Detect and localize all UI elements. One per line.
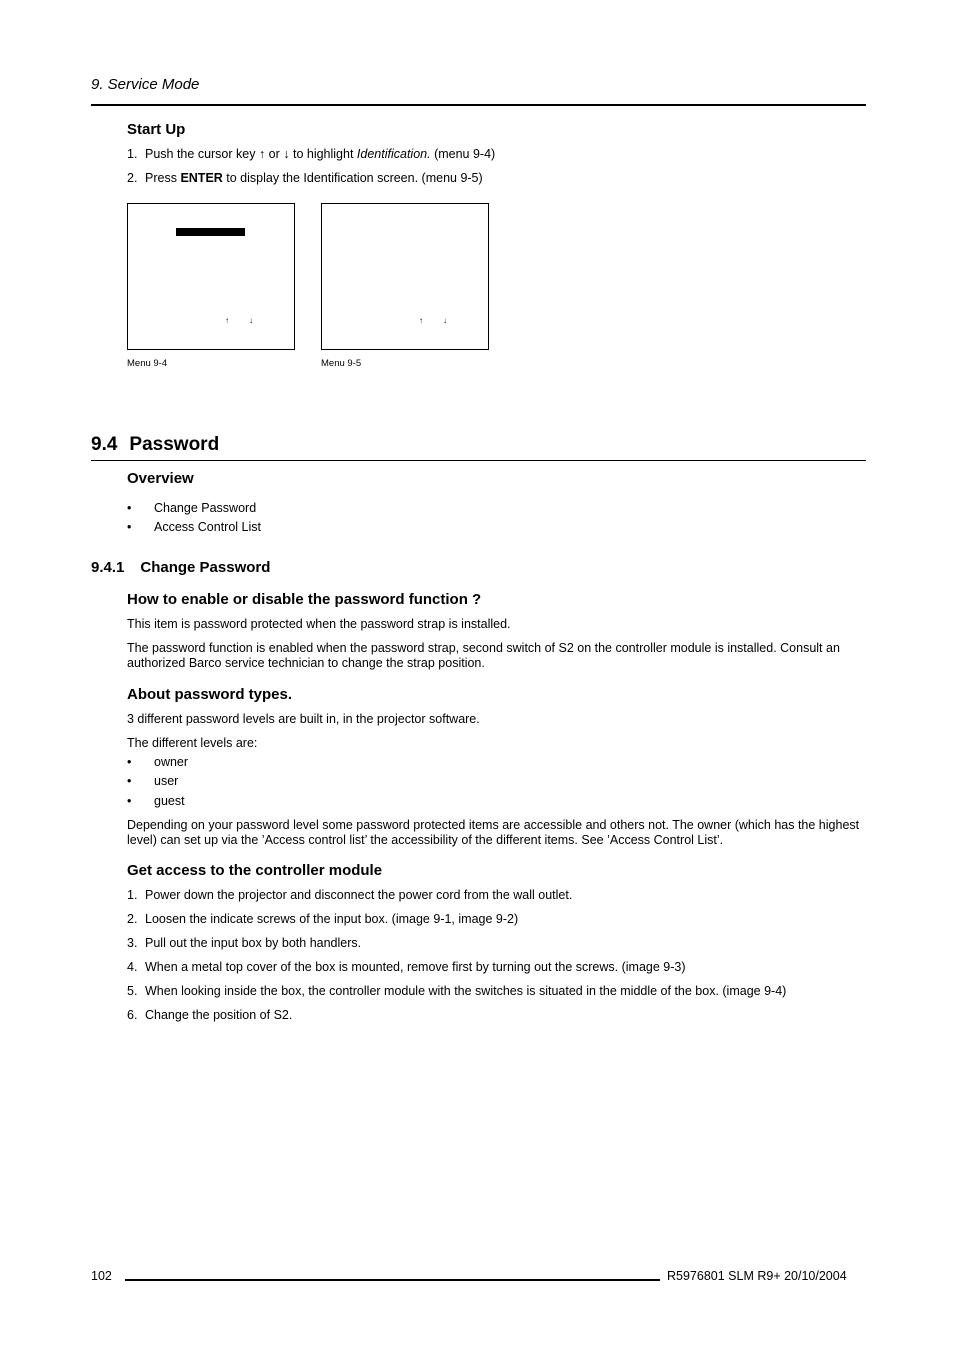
step-number: 2.	[127, 912, 138, 926]
step-text: Change the position of S2.	[145, 1008, 293, 1022]
access-step-4	[127, 960, 686, 975]
access-step-5	[127, 984, 786, 999]
access-step-6	[127, 1008, 292, 1023]
step-number: 3.	[127, 936, 138, 950]
bullet: •	[127, 794, 132, 808]
types-paragraph-2: The different levels are:	[127, 736, 258, 750]
start-up-heading: Start Up	[127, 121, 186, 138]
step-number: 1.	[127, 888, 138, 902]
menu-9-5-screen	[321, 203, 489, 350]
access-heading: Get access to the controller module	[127, 862, 383, 879]
bullet: •	[127, 755, 132, 769]
arrow-down-icon: ↓	[249, 316, 253, 325]
step-text: Push the cursor key ↑ or ↓ to highlight	[145, 147, 357, 161]
header-rule	[91, 104, 866, 106]
overview-heading: Overview	[127, 470, 194, 487]
enable-paragraph-2: The password function is enabled when the password strap, second switch of S2 on the controller module is installed. Consult an authorized Barco service technician to change the strap position.	[127, 641, 840, 670]
running-header: 9. Service Mode	[91, 76, 200, 93]
start-up-step-1	[127, 147, 495, 162]
arrow-down-icon: ↓	[443, 316, 447, 325]
bullet: •	[127, 501, 132, 515]
step-text-key: ENTER	[180, 171, 223, 185]
bullet: •	[127, 520, 132, 534]
list-item	[127, 755, 327, 770]
step-text-emphasis: Identification.	[356, 147, 431, 161]
enable-paragraph-1: This item is password protected when the password strap is installed.	[127, 617, 511, 631]
access-step-3	[127, 936, 361, 951]
page-number: 102	[91, 1269, 112, 1283]
list-item-text: owner	[154, 755, 189, 769]
menu-9-5-caption: Menu 9-5	[321, 358, 362, 369]
step-number: 5.	[127, 984, 138, 998]
list-item	[127, 794, 327, 809]
bullet: •	[127, 774, 132, 788]
subsection-title: Change Password	[140, 559, 271, 576]
start-up-step-2	[127, 171, 483, 186]
menu-9-4-caption: Menu 9-4	[127, 358, 168, 369]
list-item	[127, 501, 427, 516]
types-paragraph-3: Depending on your password level some password protected items are accessible and others not. The owner (which has the highest level) can set up via the ’Access control list’ the accessibility of the different items. See ’Access Control List’.	[127, 818, 860, 847]
step-text-ref: to display the Identification screen. (menu 9-5)	[222, 171, 483, 185]
step-text: Press	[145, 171, 181, 185]
list-item-text: Access Control List	[154, 520, 261, 534]
step-text: Pull out the input box by both handlers.	[145, 936, 362, 950]
enable-heading: How to enable or disable the password function ?	[127, 591, 482, 608]
step-number: 1.	[127, 147, 138, 161]
step-text: When a metal top cover of the box is mounted, remove first by turning out the screws. (image 9-3)	[145, 960, 686, 974]
document-reference: R5976801 SLM R9+ 20/10/2004	[667, 1269, 847, 1283]
types-heading: About password types.	[127, 686, 293, 703]
step-text: Power down the projector and disconnect the power cord from the wall outlet.	[145, 888, 573, 902]
step-number: 4.	[127, 960, 138, 974]
types-paragraph-1: 3 different password levels are built in, in the projector software.	[127, 712, 480, 726]
step-text: When looking inside the box, the controller module with the switches is situated in the middle of the box. (image 9-4)	[145, 984, 787, 998]
subsection-heading	[91, 559, 270, 576]
section-title: Password	[129, 434, 220, 455]
list-item-text: guest	[154, 794, 185, 808]
menu-9-4-screen	[127, 203, 295, 350]
access-step-1	[127, 888, 572, 903]
arrow-up-icon: ↑	[225, 316, 229, 325]
section-rule	[91, 460, 866, 461]
section-number: 9.4	[91, 434, 118, 455]
footer-rule	[125, 1279, 660, 1281]
step-number: 6.	[127, 1008, 138, 1022]
access-step-2	[127, 912, 518, 927]
list-item-text: Change Password	[154, 501, 257, 515]
arrow-up-icon: ↑	[419, 316, 423, 325]
subsection-number: 9.4.1	[91, 559, 125, 576]
step-number: 2.	[127, 171, 138, 185]
list-item	[127, 774, 327, 789]
list-item	[127, 520, 427, 535]
step-text-ref: (menu 9-4)	[430, 147, 496, 161]
highlight-bar	[176, 228, 245, 236]
section-heading	[91, 434, 219, 456]
list-item-text: user	[154, 774, 179, 788]
step-text: Loosen the indicate screws of the input box. (image 9-1, image 9-2)	[145, 912, 519, 926]
